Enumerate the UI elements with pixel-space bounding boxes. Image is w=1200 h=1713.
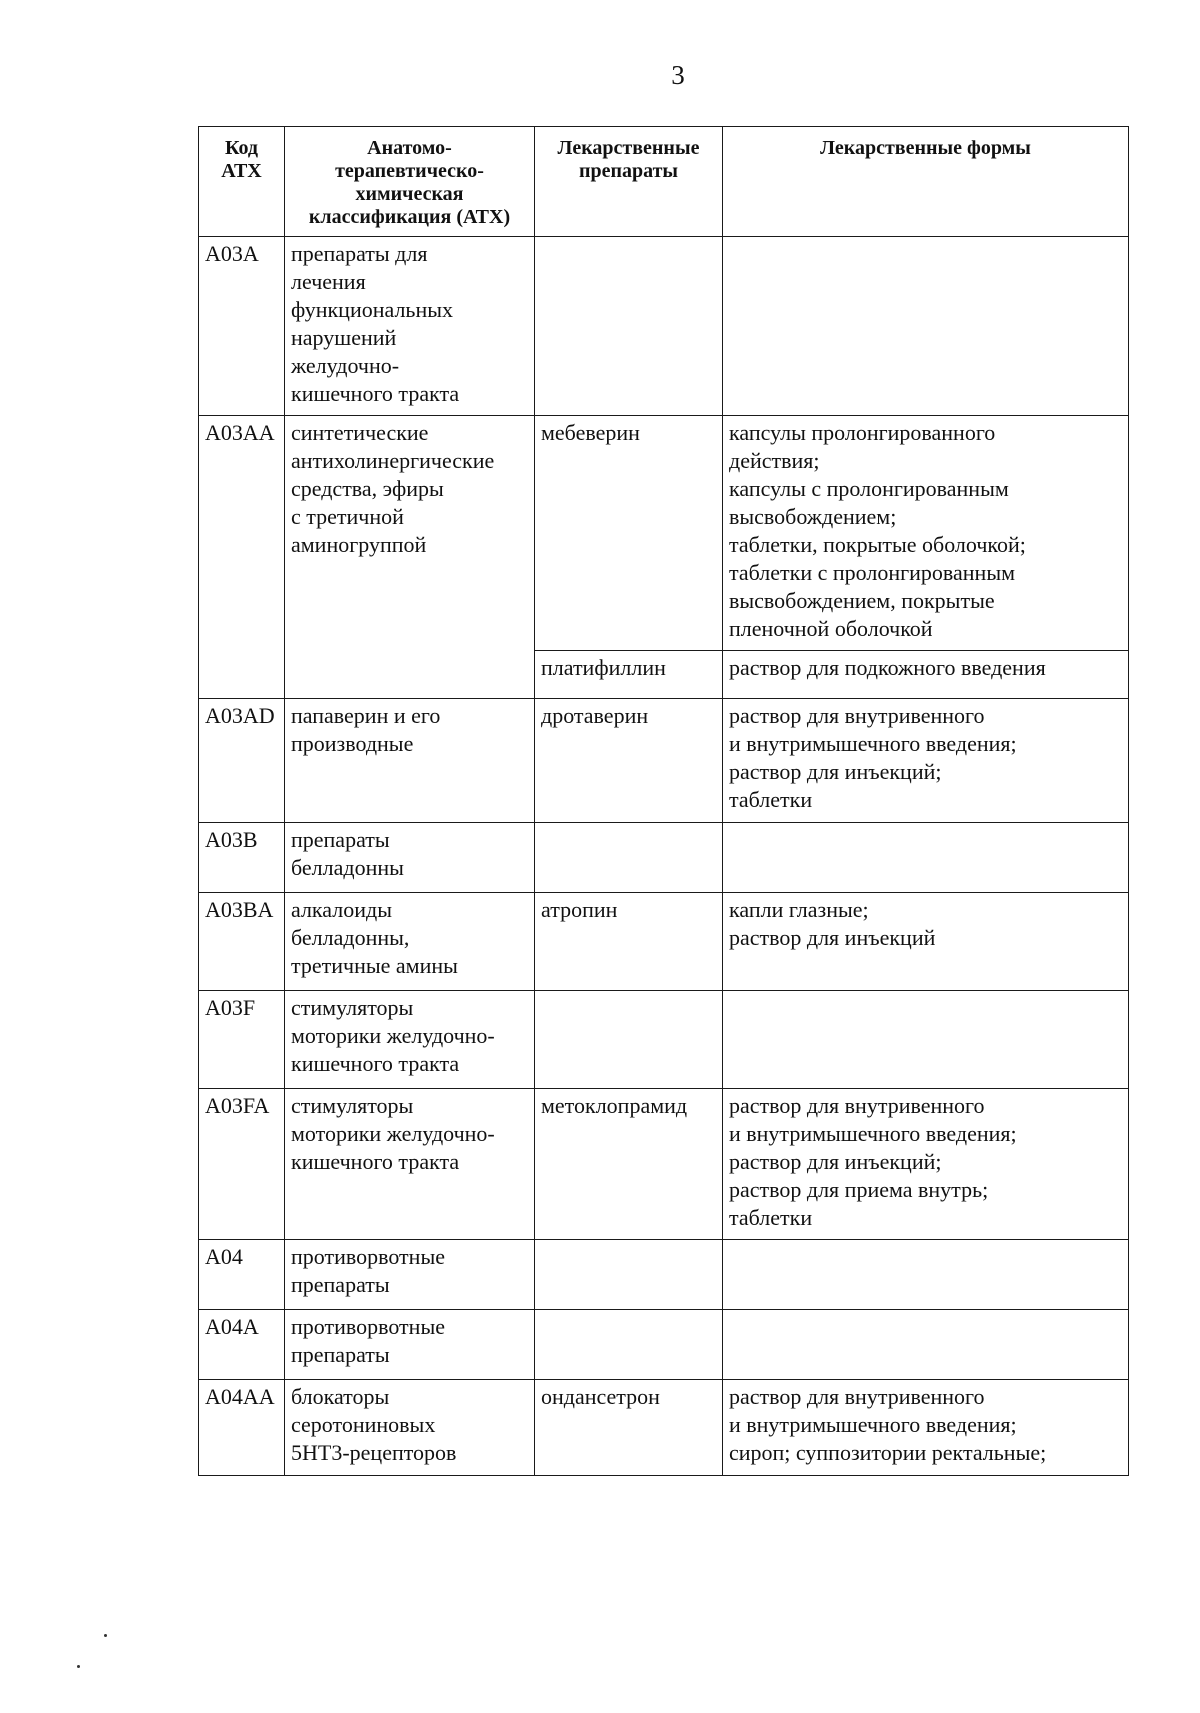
atx-classification-cell-line: препараты [291,1342,390,1367]
atx-classification-cell-line: алкалоиды [291,897,392,922]
drug-name-cell [535,991,723,1089]
header-atx-classification [285,127,535,237]
atx-classification-cell-line: синтетические [291,420,429,445]
atx-table [198,126,1129,1476]
atx-classification-cell-line: препараты [291,827,390,852]
drug-name-cell: атропин [535,893,723,991]
atx-classification-cell-line: белладонны, [291,925,410,950]
header-line: АТХ [221,160,262,182]
atx-classification-cell [285,823,535,893]
atx-classification-cell-line: противорвотные [291,1314,445,1339]
dosage-forms-cell-line: капсулы пролонгированного [729,420,996,445]
atx-classification-cell [285,893,535,991]
dosage-forms-cell [723,1310,1129,1380]
drug-name-cell: мебеверин [535,416,723,651]
dosage-forms-cell [723,651,1129,699]
dosage-forms-cell-line: и внутримышечного введения; [729,1412,1017,1437]
atx-code-cell: A03F [199,991,285,1089]
drug-name-cell [535,823,723,893]
atx-classification-cell-line: с третичной [291,504,404,529]
table-row [199,1089,1129,1240]
dosage-forms-cell-line: действия; [729,448,820,473]
table-row [199,1310,1129,1380]
dosage-forms-cell [723,416,1129,651]
atx-classification-cell-line: белладонны [291,855,404,880]
atx-classification-cell [285,237,535,416]
table-row [199,1380,1129,1476]
atx-classification-cell-line: моторики желудочно- [291,1023,495,1048]
atx-classification-cell-line: противорвотные [291,1244,445,1269]
atx-classification-cell-line: кишечного тракта [291,1149,460,1174]
dosage-forms-cell-line: раствор для инъекций; [729,759,942,784]
dosage-forms-cell [723,237,1129,416]
atx-classification-cell [285,1089,535,1240]
header-line: Лекарственные формы [820,137,1031,159]
atx-classification-cell [285,991,535,1089]
atx-code-cell: A03FA [199,1089,285,1240]
atx-classification-cell [285,699,535,823]
atx-classification-cell [285,1240,535,1310]
drug-name-cell [535,237,723,416]
atx-classification-cell [285,416,535,699]
header-line: классификация (АТХ) [308,206,511,228]
dosage-forms-cell-line: и внутримышечного введения; [729,731,1017,756]
dosage-forms-cell-line: раствор для инъекций [729,925,936,950]
atx-table-body [199,237,1129,1476]
table-row [199,893,1129,991]
dosage-forms-cell-line: таблетки с пролонгированным [729,560,1016,585]
dosage-forms-cell [723,893,1129,991]
dosage-forms-cell-line: раствор для внутривенного [729,1384,985,1409]
atx-classification-cell-line: стимуляторы [291,1093,414,1118]
dosage-forms-cell [723,991,1129,1089]
dosage-forms-cell-line: капсулы с пролонгированным [729,476,1009,501]
dosage-forms-cell-line: раствор для приема внутрь; [729,1177,989,1202]
atx-classification-cell-line: папаверин и его [291,703,441,728]
dosage-forms-cell-line: высвобождением, покрытые [729,588,995,613]
atx-classification-cell-line: препараты для [291,241,428,266]
dosage-forms-cell-line: таблетки [729,787,813,812]
atx-classification-cell-line: лечения [291,269,366,294]
header-line: Код [224,137,259,159]
atx-classification-cell-line: третичные амины [291,953,458,978]
drug-name-cell [535,1240,723,1310]
atx-classification-cell-line: кишечного тракта [291,381,460,406]
drug-name-cell: метоклопрамид [535,1089,723,1240]
atx-classification-cell-line: функциональных [291,297,454,322]
atx-code-cell: A03BA [199,893,285,991]
table-row [199,991,1129,1089]
table-row [199,823,1129,893]
dosage-forms-cell [723,699,1129,823]
atx-classification-cell [285,1310,535,1380]
dosage-forms-cell-line: сироп; суппозитории ректальные; [729,1440,1047,1465]
dosage-forms-cell-line: раствор для внутривенного [729,1093,985,1118]
page-number: 3 [671,60,685,90]
drug-name-cell: дротаверин [535,699,723,823]
header-atx-code [199,127,285,237]
atx-code-cell: A03AA [199,416,285,699]
table-row [199,699,1129,823]
atx-classification-cell-line: стимуляторы [291,995,414,1020]
header-line: терапевтическо- [335,160,484,182]
atx-code-cell: A03B [199,823,285,893]
atx-code-cell: A04A [199,1310,285,1380]
header-line: препараты [578,160,679,182]
atx-classification-cell-line: антихолинергические [291,448,495,473]
dosage-forms-cell-line: пленочной оболочкой [729,616,933,641]
atx-code-cell: A03AD [199,699,285,823]
dosage-forms-cell-line: таблетки [729,1205,813,1230]
drug-name-cell: платифиллин [535,651,723,699]
atx-classification-cell-line: моторики желудочно- [291,1121,495,1146]
table-row [199,1240,1129,1310]
dosage-forms-cell-line: раствор для инъекций; [729,1149,942,1174]
header-line: Анатомо- [367,137,452,159]
header-dosage-forms [723,127,1129,237]
atx-classification-cell [285,1380,535,1476]
drug-name-cell [535,1310,723,1380]
atx-code-cell: A04AA [199,1380,285,1476]
dosage-forms-cell-line: и внутримышечного введения; [729,1121,1017,1146]
scan-speck [104,1634,107,1637]
atx-classification-cell-line: кишечного тракта [291,1051,460,1076]
atx-classification-cell-line: средства, эфиры [291,476,444,501]
dosage-forms-cell-line: раствор для подкожного введения [729,655,1046,680]
table-row [199,237,1129,416]
dosage-forms-cell [723,1089,1129,1240]
atx-classification-cell-line: желудочно- [291,353,400,378]
atx-classification-cell-line: препараты [291,1272,390,1297]
header-row [199,127,1129,237]
drug-name-cell: ондансетрон [535,1380,723,1476]
dosage-forms-cell-line: таблетки, покрытые оболочкой; [729,532,1026,557]
atx-classification-cell-line: нарушений [291,325,397,350]
atx-classification-cell-line: 5HT3-рецепторов [291,1440,457,1465]
scan-speck [77,1665,80,1668]
dosage-forms-cell [723,1240,1129,1310]
atx-classification-cell-line: серотониновых [291,1412,436,1437]
atx-classification-cell-line: блокаторы [291,1384,390,1409]
dosage-forms-cell-line: высвобождением; [729,504,897,529]
dosage-forms-cell-line: раствор для внутривенного [729,703,985,728]
atx-code-cell: A03A [199,237,285,416]
atx-code-cell: A04 [199,1240,285,1310]
header-drugs [535,127,723,237]
header-line: Лекарственные [557,137,700,159]
atx-classification-cell-line: аминогруппой [291,532,427,557]
table-row [199,416,1129,651]
atx-classification-cell-line: производные [291,731,414,756]
dosage-forms-cell [723,823,1129,893]
dosage-forms-cell-line: капли глазные; [729,897,869,922]
header-line: химическая [355,183,464,205]
dosage-forms-cell [723,1380,1129,1476]
